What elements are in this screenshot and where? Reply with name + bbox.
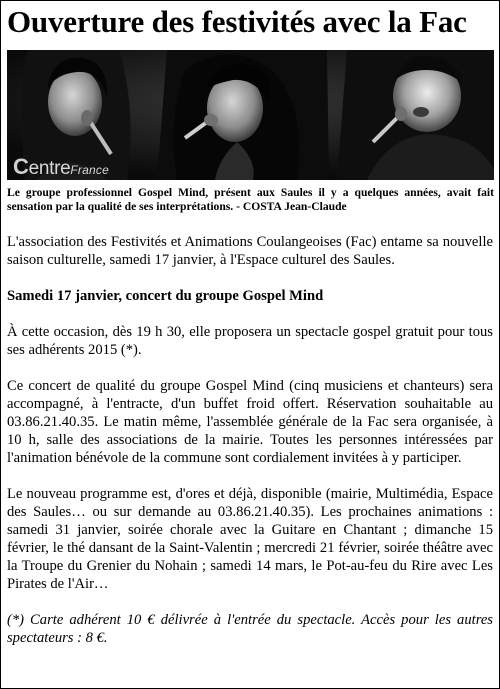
section-subheading: Samedi 17 janvier, concert du groupe Gospel Mind bbox=[7, 288, 324, 304]
article-photo bbox=[7, 50, 494, 180]
paragraph-3: Le nouveau programme est, d'ores et déjà, disponible (mairie, Multimédia, Espace des Saules… ou sur demande au 03.86.21.40.35). Les prochaines animations : samedi 31 janvier, soirée chorale avec la Guitare en Chantant ; dimanche 15 février, le thé dansant de la Saint-Valentin ; mercredi 21 février, soirée théâtre avec la Troupe du Grenier du Nohain ; samedi 14 mars, le Pot-au-feu du Rire avec Les Pirates de l'Air… bbox=[7, 486, 493, 592]
photo-caption: Le groupe professionnel Gospel Mind, présent aux Saules il y a quelques années, avait fait sensation par la qualité de ses interprétations. - COSTA Jean-Claude bbox=[7, 186, 494, 213]
price-note: (*) Carte adhérent 10 € délivrée à l'entrée du spectacle. Accès pour les autres spectateurs : 8 €. bbox=[7, 612, 493, 646]
article-body bbox=[7, 233, 493, 647]
singer-right bbox=[337, 50, 494, 180]
paragraph-intro: L'association des Festivités et Animations Coulangeoises (Fac) entame sa nouvelle saison culturelle, samedi 17 janvier, à l'Espace culturel des Saules. bbox=[7, 234, 493, 268]
paragraph-1: À cette occasion, dès 19 h 30, elle proposera un spectacle gospel gratuit pour tous ses adhérents 2015 (*). bbox=[7, 324, 493, 358]
paragraph-2: Ce concert de qualité du groupe Gospel Mind (cinq musiciens et chanteurs) sera accompagné, à l'entracte, d'un buffet froid offert. Réservation souhaitable au 03.86.21.40.35. Le matin même, l'assemblée générale de la Fac sera organisée, à 10 h, salle des associations de la mairie. Toutes les personnes intéressées par l'animation bénévole de la commune sont cordialement invitées à y participer. bbox=[7, 378, 493, 466]
logo-text: entre bbox=[28, 158, 71, 179]
photo-logo bbox=[13, 154, 109, 180]
article-headline: Ouverture des festivités avec la Fac bbox=[7, 4, 467, 39]
logo-mark: C bbox=[13, 154, 29, 179]
singer-middle bbox=[157, 50, 329, 180]
logo-sub: France bbox=[70, 163, 109, 177]
